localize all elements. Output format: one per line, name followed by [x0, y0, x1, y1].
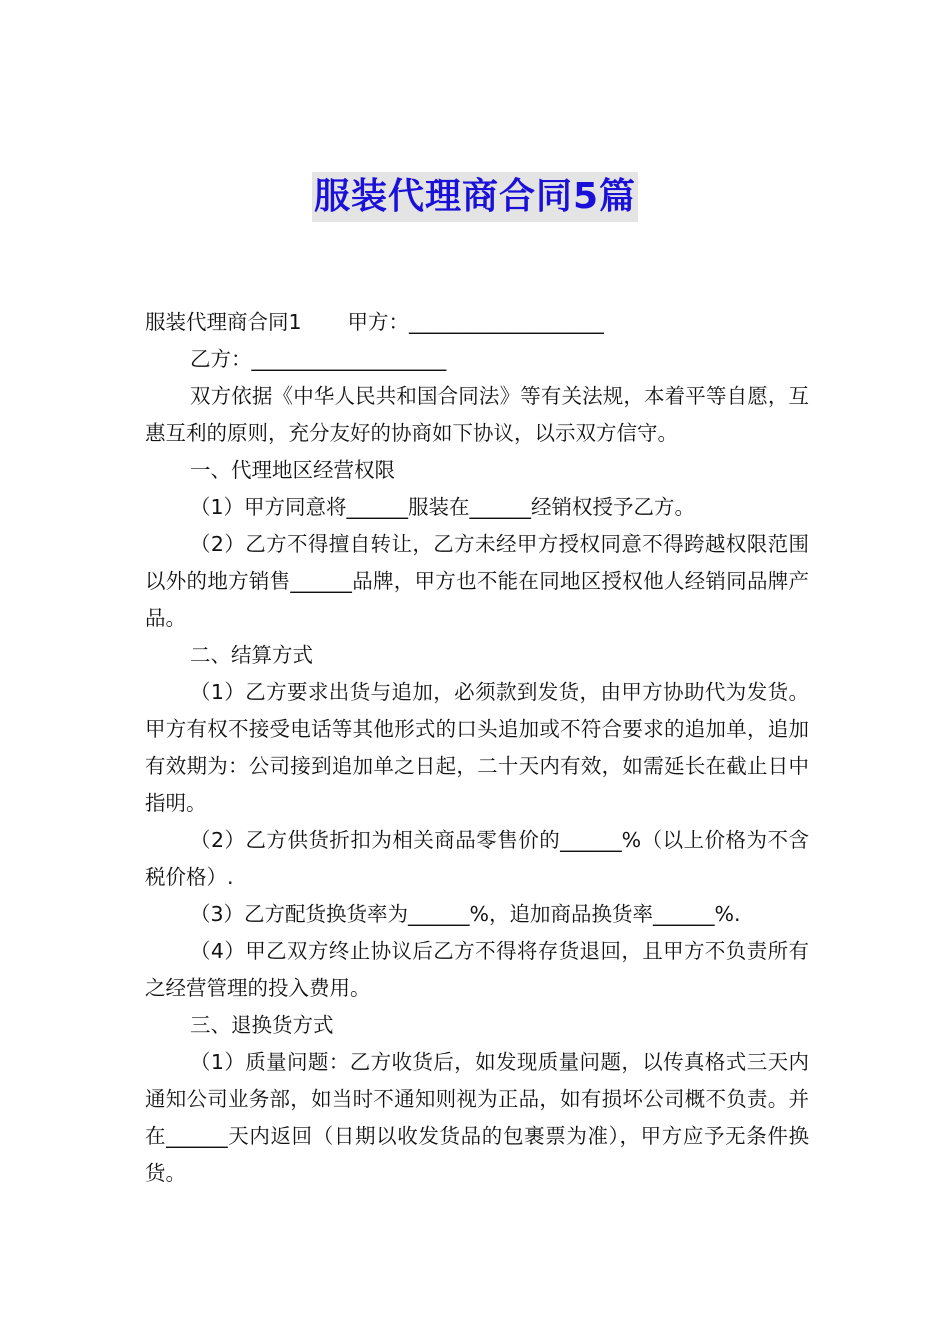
clause-2-3: （3）乙方配货换货率为______%，追加商品换货率______%. — [190, 902, 741, 926]
title-container — [0, 172, 950, 222]
clause-3-1: （1）质量问题：乙方收货后，如发现质量问题，以传真格式三天内通知公司业务部，如当时不通知则视为正品，如有损坏公司概不负责。并在______天内返回（日期以收发货品的包裹票为准），甲方应予无条件换货。 — [145, 1050, 809, 1185]
clause-1-1: （1）甲方同意将______服装在______经销权授予乙方。 — [190, 495, 696, 519]
preamble-paragraph: 双方依据《中华人民共和国合同法》等有关法规，本着平等自愿，互惠互利的原则，充分友好的协商如下协议，以示双方信守。 — [145, 384, 809, 445]
clause-1-2: （2）乙方不得擅自转让，乙方未经甲方授权同意不得跨越权限范围以外的地方销售______品牌，甲方也不能在同地区授权他人经销同品牌产品。 — [145, 532, 809, 630]
party-b-field: 乙方：___________________ — [190, 347, 447, 371]
section-heading-2: 二、结算方式 — [190, 643, 313, 667]
clause-2-1: （1）乙方要求出货与追加，必须款到发货，由甲方协助代为发货。甲方有权不接受电话等其他形式的口头追加或不符合要求的追加单，追加有效期为：公司接到追加单之日起，二十天内有效，如需延长在截止日中指明。 — [145, 680, 809, 815]
contract-heading-line — [145, 304, 809, 341]
party-a-field: 甲方：___________________ — [347, 310, 604, 334]
section-heading-3: 三、退换货方式 — [190, 1013, 334, 1037]
contract-name: 服装代理商合同1 — [145, 310, 302, 334]
section-heading-1: 一、代理地区经营权限 — [190, 458, 395, 482]
document-body — [145, 304, 809, 1192]
clause-2-4: （4）甲乙双方终止协议后乙方不得将存货退回，且甲方不负责所有之经营管理的投入费用。 — [145, 939, 809, 1000]
document-title: 服装代理商合同5篇 — [312, 172, 638, 222]
clause-2-2: （2）乙方供货折扣为相关商品零售价的______%（以上价格为不含税价格）. — [145, 828, 809, 889]
